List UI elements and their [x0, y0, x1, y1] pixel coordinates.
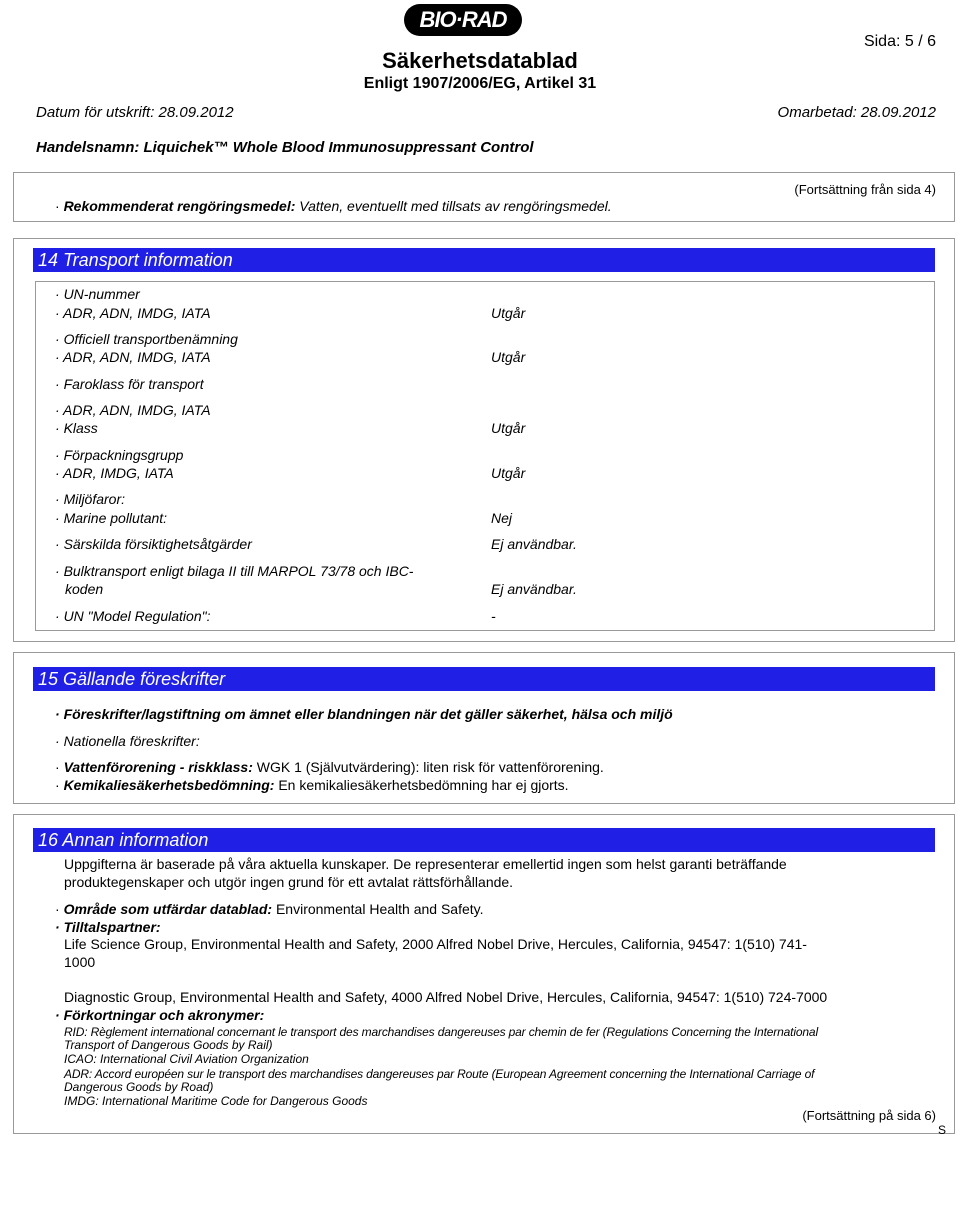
water-hazard-line — [55, 759, 604, 775]
name-value: Utgår — [491, 349, 526, 365]
continued-from: (Fortsättning från sida 4) — [794, 182, 936, 197]
intro-line-1: Uppgifterna är baserade på våra aktuella kunskaper. De representerar emellertid ingen som helst garanti beträffande — [64, 856, 787, 872]
chemical-safety-label: Kemikaliesäkerhetsbedömning: — [63, 777, 275, 793]
adr-line-2: Dangerous Goods by Road) — [64, 1080, 214, 1094]
official-name-label: · Officiell transportbenämning — [55, 331, 238, 347]
hazard-class-label: · Faroklass för transport — [55, 376, 204, 392]
chemical-safety-value: En kemikaliesäkerhetsbedömning har ej gjorts. — [278, 777, 569, 793]
intro-line-2: produktegenskaper och utgör ingen grund för ett avtalat rättsförhållande. — [64, 874, 514, 890]
cleaning-agent-line — [55, 198, 612, 214]
un-modes: · ADR, ADN, IMDG, IATA — [55, 305, 211, 321]
logo-text: BIO·RAD — [419, 7, 507, 32]
class-modes: · ADR, ADN, IMDG, IATA — [55, 402, 211, 418]
section-15-title: 15 Gällande föreskrifter — [33, 667, 935, 691]
issuing-area-label: Område som utfärdar datablad: — [63, 901, 273, 917]
env-hazards-label: · Miljöfaror: — [55, 491, 125, 507]
pg-value: Utgår — [491, 465, 526, 481]
bulk-transport-value: Ej användbar. — [491, 581, 577, 597]
imdg-line: IMDG: International Maritime Code for Dangerous Goods — [64, 1094, 368, 1108]
regulations-heading: · Föreskrifter/lagstiftning om ämnet eller blandningen när det gäller säkerhet, hälsa och miljö — [55, 706, 673, 722]
contact-life-science-2: 1000 — [64, 954, 96, 970]
un-value: Utgår — [491, 305, 526, 321]
issuing-area-line — [55, 901, 483, 917]
packing-group-label: · Förpackningsgrupp — [55, 447, 183, 463]
pg-modes: · ADR, IMDG, IATA — [55, 465, 174, 481]
national-regulations: · Nationella föreskrifter: — [55, 733, 200, 749]
document-subtitle: Enligt 1907/2006/EG, Artikel 31 — [363, 75, 597, 92]
rid-line-2: Transport of Dangerous Goods by Rail) — [64, 1038, 273, 1052]
rid-line-1: RID: Règlement international concernant le transport des marchandises dangereuses par chemin de fer (Regulations Concerning the International — [64, 1025, 818, 1039]
document-title: Säkerhetsdatablad — [382, 48, 578, 73]
section-14-title: 14 Transport information — [33, 248, 935, 272]
cleaning-agent-label: Rekommenderat rengöringsmedel: — [63, 198, 296, 214]
model-regulation-value: - — [491, 608, 496, 624]
icao-line: ICAO: International Civil Aviation Organization — [64, 1052, 309, 1066]
name-modes: · ADR, ADN, IMDG, IATA — [55, 349, 211, 365]
bulk-transport-label-2: koden — [65, 581, 104, 597]
special-precautions-value: Ej användbar. — [491, 536, 577, 552]
page-number: Sida: 5 / 6 — [863, 33, 936, 50]
contact-diagnostic: Diagnostic Group, Environmental Health and Safety, 4000 Alfred Nobel Drive, Hercules, California, 94547: 1(510) 724-7000 — [64, 989, 828, 1005]
adr-line-1: ADR: Accord européen sur le transport des marchandises dangereuses par Route (European Agreement concerning the International Carriage of — [64, 1067, 815, 1081]
chemical-safety-line — [55, 777, 569, 793]
trade-name: Handelsnamn: Liquichek™ Whole Blood Immunosuppressant Control — [36, 139, 534, 156]
revised-date: Omarbetad: 28.09.2012 — [777, 104, 936, 121]
contact-label: · Tilltalspartner: — [55, 919, 161, 935]
special-precautions-label: · Särskilda försiktighetsåtgärder — [55, 536, 252, 552]
print-date: Datum för utskrift: 28.09.2012 — [36, 104, 234, 121]
bulk-transport-label: · Bulktransport enligt bilaga II till MARPOL 73/78 och IBC- — [55, 563, 413, 579]
continued-to: (Fortsättning på sida 6) — [802, 1108, 936, 1123]
footer-mark: S — [938, 1123, 947, 1137]
section-16-title: 16 Annan information — [33, 828, 935, 852]
model-regulation-label: · UN "Model Regulation": — [55, 608, 210, 624]
water-hazard-value: WGK 1 (Självutvärdering): liten risk för vattenförorening. — [256, 759, 604, 775]
cleaning-agent-value: Vatten, eventuellt med tillsats av rengöringsmedel. — [299, 198, 612, 214]
class-value: Utgår — [491, 420, 526, 436]
marine-value: Nej — [491, 510, 513, 526]
water-hazard-label: Vattenförorening - riskklass: — [63, 759, 253, 775]
class-label: · Klass — [55, 420, 98, 436]
marine-label: · Marine pollutant: — [55, 510, 167, 526]
abbreviations-label: · Förkortningar och akronymer: — [55, 1007, 264, 1023]
issuing-area-value: Environmental Health and Safety. — [275, 901, 484, 917]
bio-rad-logo — [404, 4, 522, 36]
contact-life-science: Life Science Group, Environmental Health and Safety, 2000 Alfred Nobel Drive, Hercules, California, 94547: 1(510) 741- — [64, 936, 807, 952]
continuation-box — [13, 172, 955, 222]
un-number-label: · UN-nummer — [55, 286, 140, 302]
